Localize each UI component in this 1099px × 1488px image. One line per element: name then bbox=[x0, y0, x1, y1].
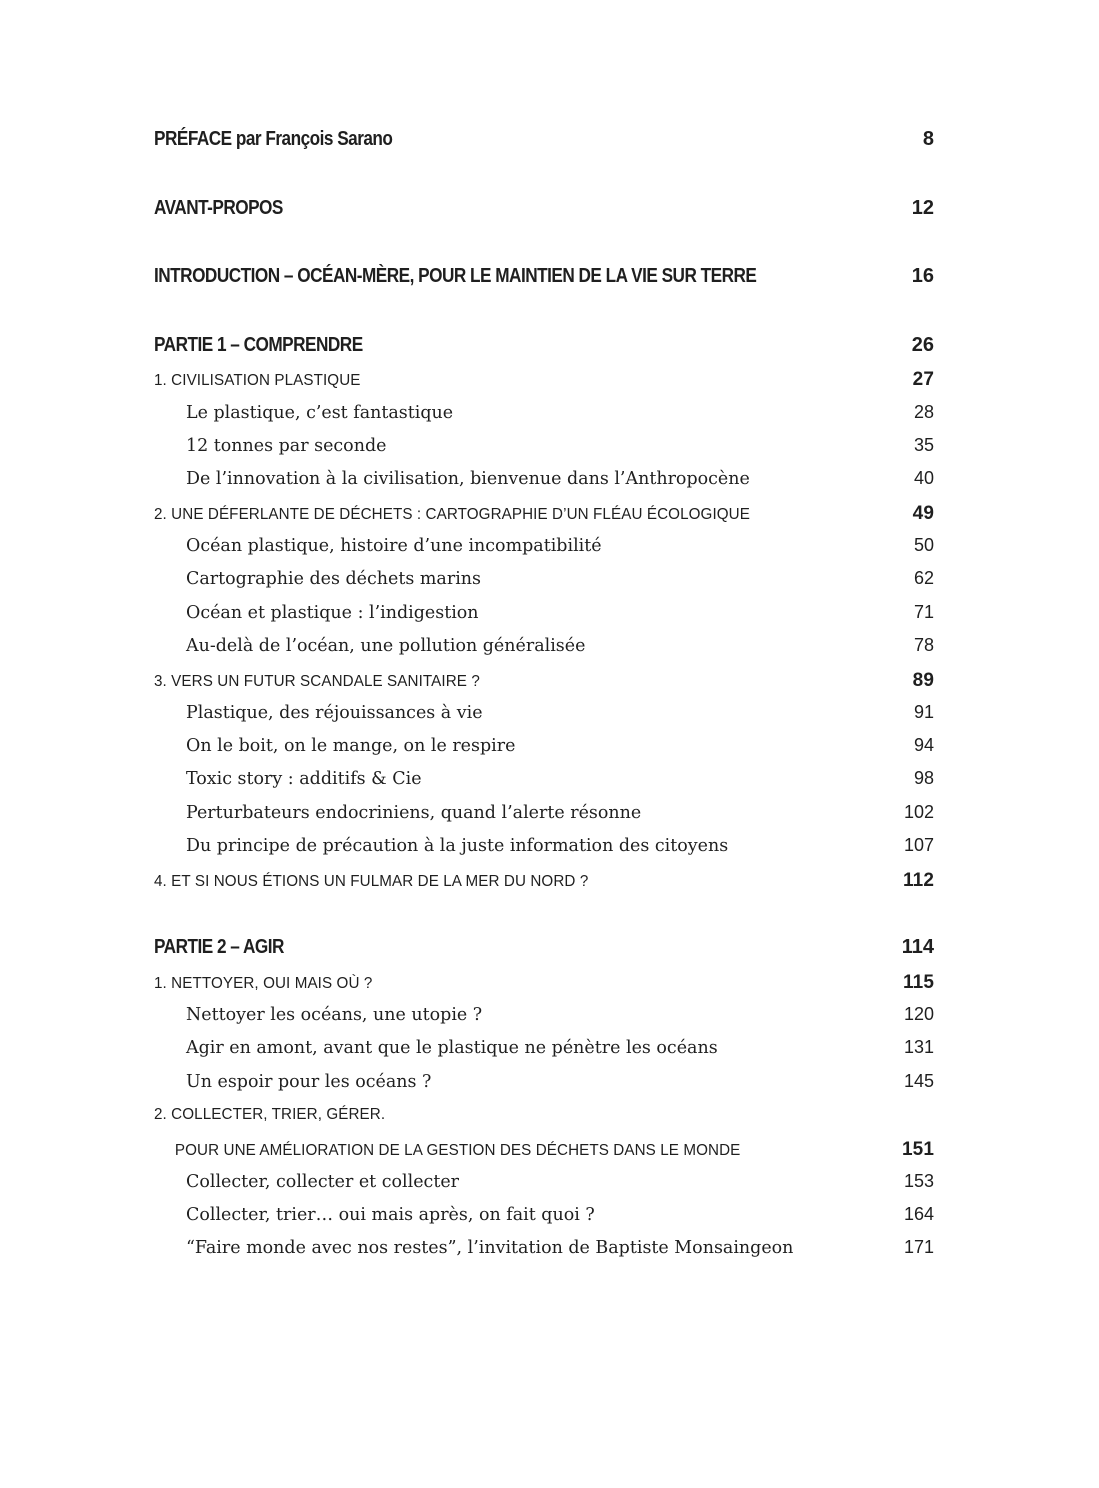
toc-subentry[interactable] bbox=[154, 1037, 934, 1058]
toc-label: 2. COLLECTER, TRIER, GÉRER. bbox=[154, 1106, 386, 1123]
toc-label: INTRODUCTION – OCÉAN-MÈRE, POUR LE MAINTIEN DE LA VIE SUR TERRE bbox=[154, 265, 757, 287]
toc-page-number: 62 bbox=[913, 568, 934, 588]
toc-chapter[interactable] bbox=[154, 1106, 934, 1124]
toc-label: 2. UNE DÉFERLANTE DE DÉCHETS : CARTOGRAPHIE D’UN FLÉAU ÉCOLOGIQUE bbox=[154, 506, 750, 523]
toc-label: Cartographie des déchets marins bbox=[186, 568, 481, 589]
toc-page-number: 120 bbox=[903, 1004, 934, 1024]
toc-page-number: 71 bbox=[913, 602, 934, 622]
toc-label: Agir en amont, avant que le plastique ne pénètre les océans bbox=[186, 1037, 718, 1058]
toc-page-number: 145 bbox=[903, 1071, 934, 1091]
toc-page-number: 49 bbox=[912, 503, 934, 524]
toc-label: 1. NETTOYER, OUI MAIS OÙ ? bbox=[154, 975, 373, 992]
toc-label: 4. ET SI NOUS ÉTIONS UN FULMAR DE LA MER DU NORD ? bbox=[154, 873, 589, 890]
toc-label: PRÉFACE par François Sarano bbox=[154, 128, 393, 150]
toc-entry-partie-2[interactable] bbox=[154, 936, 934, 959]
toc-subentry[interactable] bbox=[154, 802, 934, 823]
toc-chapter[interactable] bbox=[154, 670, 934, 692]
toc-subentry[interactable] bbox=[154, 1204, 934, 1225]
toc-subentry[interactable] bbox=[154, 1071, 934, 1092]
toc-subentry[interactable] bbox=[154, 535, 934, 556]
toc-page-number: 98 bbox=[913, 768, 934, 788]
toc-label: PARTIE 2 – AGIR bbox=[154, 936, 284, 958]
toc-label: Collecter, trier… oui mais après, on fait quoi ? bbox=[186, 1204, 595, 1225]
toc-label: Nettoyer les océans, une utopie ? bbox=[186, 1004, 483, 1025]
toc-chapter[interactable] bbox=[154, 870, 934, 892]
toc-page-number: 112 bbox=[903, 870, 934, 891]
toc-label: Collecter, collecter et collecter bbox=[186, 1171, 460, 1192]
toc-label: Le plastique, c’est fantastique bbox=[186, 402, 454, 423]
toc-subentry[interactable] bbox=[154, 1004, 934, 1025]
toc-subentry[interactable] bbox=[154, 1171, 934, 1192]
toc-label: Plastique, des réjouissances à vie bbox=[186, 702, 483, 723]
toc-label: “Faire monde avec nos restes”, l’invitation de Baptiste Monsaingeon bbox=[186, 1237, 794, 1258]
toc-subentry[interactable] bbox=[154, 702, 934, 723]
toc-page-number: 164 bbox=[903, 1204, 934, 1224]
toc-entry-avant-propos[interactable] bbox=[154, 197, 934, 220]
toc-page-number: 115 bbox=[903, 972, 934, 993]
toc-subentry[interactable] bbox=[154, 1237, 934, 1258]
toc-page-number: 27 bbox=[912, 369, 934, 390]
toc-page-number: 131 bbox=[903, 1037, 934, 1057]
toc-page-number: 102 bbox=[903, 802, 934, 822]
toc-label: Un espoir pour les océans ? bbox=[186, 1071, 432, 1092]
toc-label: De l’innovation à la civilisation, bienvenue dans l’Anthropocène bbox=[186, 468, 750, 489]
toc-page-number: 171 bbox=[903, 1237, 934, 1257]
toc-label: On le boit, on le mange, on le respire bbox=[186, 735, 516, 756]
toc-page-number: 107 bbox=[903, 835, 934, 855]
toc-subentry[interactable] bbox=[154, 768, 934, 789]
toc-entry-preface[interactable] bbox=[154, 128, 934, 151]
toc-subentry[interactable] bbox=[154, 568, 934, 589]
toc-label: 1. CIVILISATION PLASTIQUE bbox=[154, 372, 361, 389]
toc-label: 12 tonnes par seconde bbox=[186, 435, 387, 456]
toc-label: Du principe de précaution à la juste information des citoyens bbox=[186, 835, 729, 856]
toc-page-number: 114 bbox=[901, 936, 934, 958]
toc-subentry[interactable] bbox=[154, 435, 934, 456]
toc-chapter[interactable] bbox=[154, 972, 934, 994]
toc-page-number: 12 bbox=[911, 197, 934, 219]
toc-label: PARTIE 1 – COMPRENDRE bbox=[154, 334, 363, 356]
toc-subentry[interactable] bbox=[154, 602, 934, 623]
toc-page-number: 40 bbox=[913, 468, 934, 488]
toc-page-number: 50 bbox=[913, 535, 934, 555]
toc-label: Océan plastique, histoire d’une incompatibilité bbox=[186, 535, 602, 556]
toc-label: POUR UNE AMÉLIORATION DE LA GESTION DES DÉCHETS DANS LE MONDE bbox=[174, 1142, 741, 1159]
toc-page-number: 26 bbox=[911, 334, 934, 356]
toc-subentry[interactable] bbox=[154, 402, 934, 423]
toc-page-number: 91 bbox=[913, 702, 934, 722]
toc-page-number: 151 bbox=[901, 1139, 934, 1160]
toc-label: Océan et plastique : l’indigestion bbox=[186, 602, 479, 623]
toc-page-number: 35 bbox=[913, 435, 934, 455]
toc-entry-introduction[interactable] bbox=[154, 265, 934, 288]
toc-chapter[interactable] bbox=[154, 503, 934, 525]
toc-label: Au-delà de l’océan, une pollution généralisée bbox=[186, 635, 586, 656]
toc-subentry[interactable] bbox=[154, 735, 934, 756]
toc-page-number: 89 bbox=[912, 670, 934, 691]
toc-label: 3. VERS UN FUTUR SCANDALE SANITAIRE ? bbox=[154, 673, 480, 690]
toc-page-number: 78 bbox=[913, 635, 934, 655]
toc-entry-partie-1[interactable] bbox=[154, 334, 934, 357]
toc-subentry[interactable] bbox=[154, 635, 934, 656]
toc-label: AVANT-PROPOS bbox=[154, 197, 283, 219]
toc-chapter[interactable] bbox=[154, 369, 934, 391]
toc-label: Perturbateurs endocriniens, quand l’alerte résonne bbox=[186, 802, 642, 823]
toc-subentry[interactable] bbox=[154, 835, 934, 856]
toc-label: Toxic story : additifs & Cie bbox=[186, 768, 422, 789]
toc-page-number: 8 bbox=[922, 128, 934, 150]
toc-chapter-continuation[interactable] bbox=[154, 1139, 934, 1161]
toc-subentry[interactable] bbox=[154, 468, 934, 489]
toc-page-number: 153 bbox=[903, 1171, 934, 1191]
toc-page-number: 16 bbox=[911, 265, 934, 287]
toc-page-number: 94 bbox=[913, 735, 934, 755]
toc-page-number: 28 bbox=[913, 402, 934, 422]
